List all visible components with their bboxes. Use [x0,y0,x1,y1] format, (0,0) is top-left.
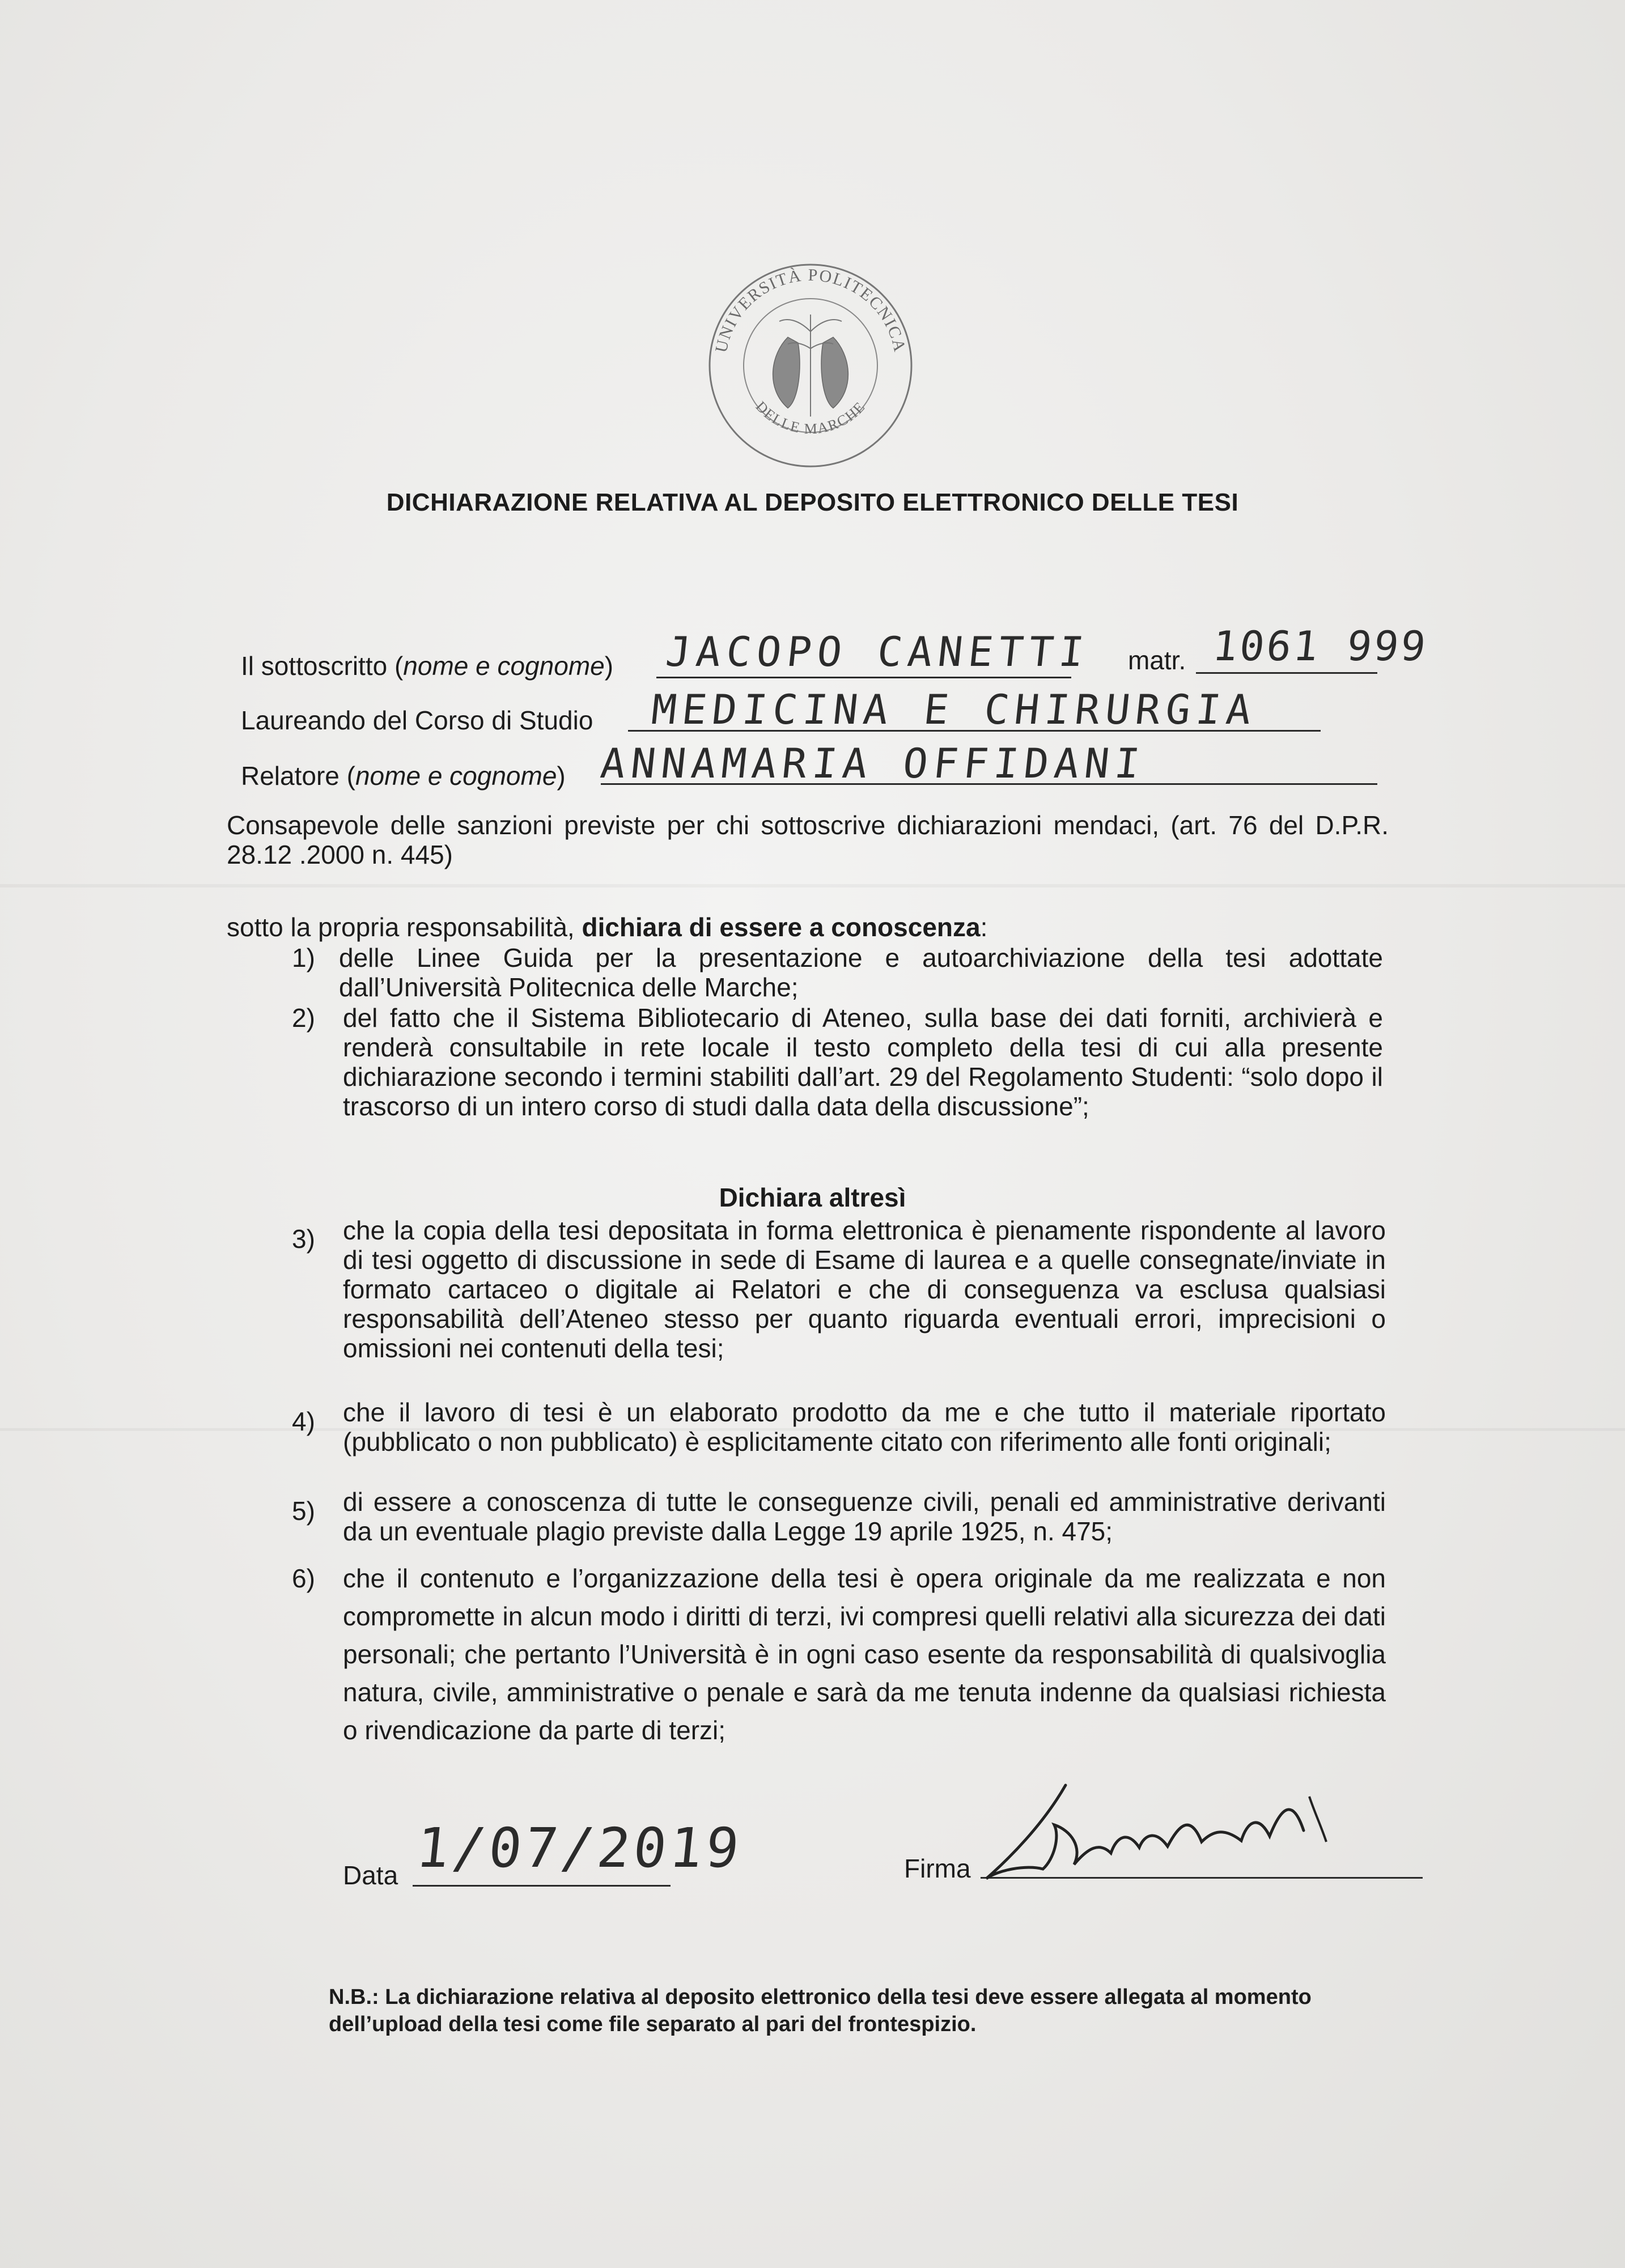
list-item: del fatto che il Sistema Bibliotecario di Ateneo, sulla base dei dati forniti, archivierà e renderà consultabile in rete locale il testo completo della tesi di cui alla presente dichiarazione secondo i termini stabiliti dall’art. 29 del Regolamento Studenti: “solo dopo il trascorso di un intero corso di studi dalla data della discussione”; [343,1003,1383,1121]
list-item-number: 4) [292,1407,315,1436]
list-item: che il contenuto e l’organizzazione della tesi è opera originale da me realizzata e non compromette in alcun modo i diritti di terzi, ivi compresi quelli relativi alla sicurezza dei dati personali; che pertanto l’Università è in ogni caso esente da responsabilità di qualsivoglia natura, civile, amministrative o penale e sarà da me tenuta indenne da qualsiasi richiesta o rivendicazione da parte di terzi; [343,1564,1386,1745]
document-title: DICHIARAZIONE RELATIVA AL DEPOSITO ELETTRONICO DELLE TESI [386,489,1239,516]
date-underline [413,1885,671,1887]
advisor-handwritten-value: ANNAMARIA OFFIDANI [598,740,1148,787]
paper-crease [0,884,1625,887]
list-item-number: 1) [292,943,315,972]
university-seal-logo [703,258,918,473]
svg-text:UNIVERSITÀ POLITECNICA: UNIVERSITÀ POLITECNICA [711,265,910,355]
matr-handwritten-value: 1061 999 [1210,622,1431,670]
matr-label: matr. [1128,645,1186,675]
list-item-number: 3) [292,1224,315,1254]
advisor-label: Relatore (nome e cognome) [241,761,566,791]
list-item-number: 6) [292,1564,315,1593]
course-handwritten-value: MEDICINA E CHIRURGIA [649,686,1259,733]
consapevole-paragraph: Consapevole delle sanzioni previste per chi sottoscrive dichiarazioni mendaci, (art. 76 del D.P.R. 28.12 .2000 n. 445) [227,810,1389,869]
list-item: che il lavoro di tesi è un elaborato prodotto da me e che tutto il materiale riportato (pubblicato o non pubblicato) è esplicitamente citato con riferimento alle fonti originali; [343,1398,1386,1456]
handwritten-signature [975,1774,1349,1893]
list-item: delle Linee Guida per la presentazione e autoarchiviazione della tesi adottate dall’Università Politecnica delle Marche; [339,943,1383,1002]
course-label: Laureando del Corso di Studio [241,706,593,735]
date-label: Data [343,1861,398,1890]
name-handwritten-value: JACOPO CANETTI [663,628,1092,676]
matr-underline [1196,672,1377,674]
name-label: Il sottoscritto (nome e cognome) [241,651,614,681]
list-item: che la copia della tesi depositata in forma elettronica è pienamente rispondente al lavoro di tesi oggetto di discussione in sede di Esame di laurea e a quelle consegnate/inviate in formato cartaceo o digitale ai Relatori e che di conseguenza va esclusa qualsiasi responsabilità dell’Ateneo stesso per quanto riguarda eventuali errori, imprecisioni o omissioni nei contenuti della tesi; [343,1216,1386,1363]
declaration-intro: sotto la propria responsabilità, dichiara di essere a conoscenza: [227,912,988,942]
footnote: N.B.: La dichiarazione relativa al deposito elettronico della tesi deve essere allegata al momento dell’upload della tesi come file separato al pari del frontespizio. [329,1985,1312,2036]
list-item-number: 2) [292,1003,315,1033]
signature-label: Firma [904,1854,971,1883]
list-item-number: 5) [292,1496,315,1526]
name-underline [656,677,1071,678]
list-item: di essere a conoscenza di tutte le conseguenze civili, penali ed amministrative derivanti da un eventuale plagio previste dalla Legge 19 aprile 1925, n. 475; [343,1487,1386,1546]
subheading: Dichiara altresì [719,1183,906,1212]
svg-text:DELLE MARCHE: DELLE MARCHE [752,398,869,438]
date-handwritten-value: 1/07/2019 [413,1816,746,1880]
